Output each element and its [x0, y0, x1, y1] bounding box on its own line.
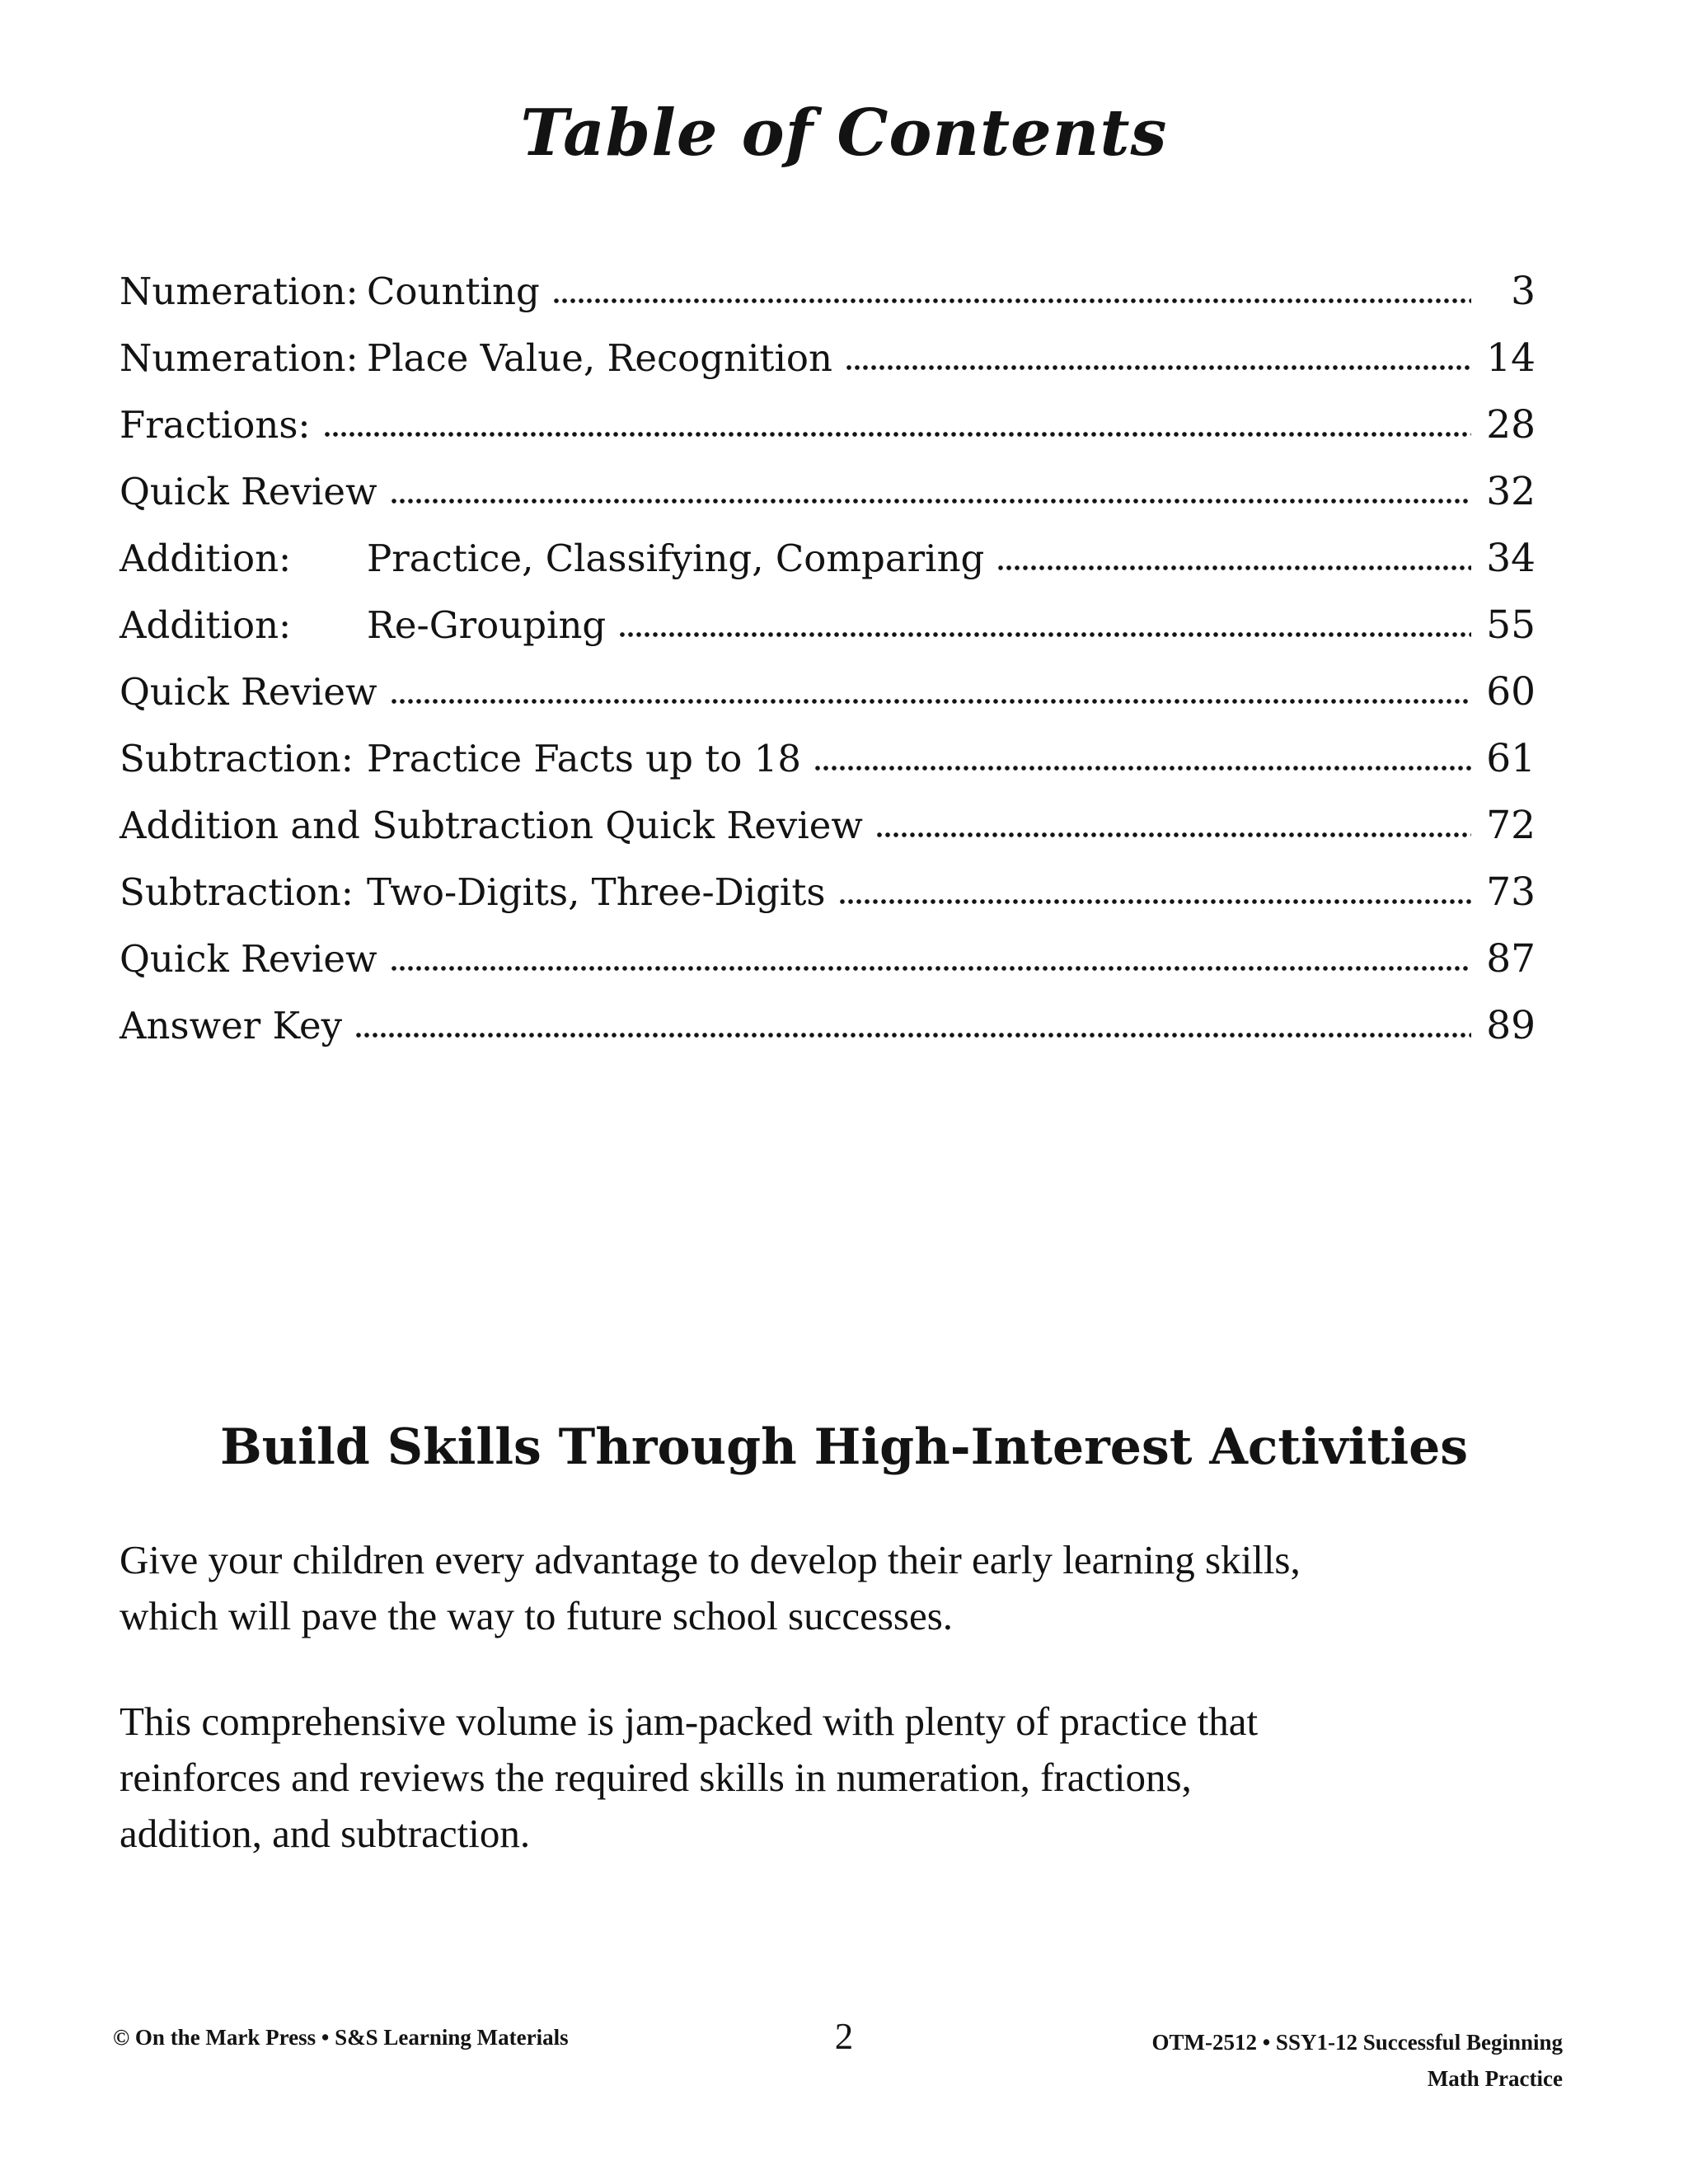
toc-page-number: 73: [1486, 869, 1536, 915]
toc-category: Addition:: [120, 603, 292, 647]
toc-row: [120, 537, 1536, 604]
toc-row: [120, 471, 1536, 537]
dot-leader: [619, 631, 1471, 638]
paragraph-line: Give your children every advantage to develop their early learning skills,: [120, 1537, 1301, 1582]
dot-leader: [391, 698, 1471, 705]
intro-paragraph-1: [120, 1532, 1301, 1644]
toc-category: Subtraction:: [120, 737, 354, 780]
footer-product-line2: Math Practice: [1427, 2066, 1563, 2091]
dot-leader: [814, 765, 1471, 771]
toc-row: [120, 804, 1536, 871]
toc-entry-title: Fractions:: [120, 403, 311, 447]
toc-category: Numeration:: [120, 336, 359, 380]
footer-product-info: [1151, 2024, 1563, 2097]
dot-leader: [324, 431, 1471, 438]
dot-leader: [391, 498, 1471, 504]
footer-page-number: 2: [834, 2016, 854, 2057]
toc-page-number: 3: [1511, 269, 1536, 314]
dot-leader: [997, 565, 1471, 571]
toc-category: Numeration:: [120, 269, 359, 313]
toc-row: [120, 604, 1536, 671]
toc-entry-title: Quick Review: [120, 670, 377, 714]
toc-page-number: 60: [1486, 669, 1536, 715]
toc-entry-title: Two-Digits, Three-Digits: [367, 870, 826, 914]
paragraph-line: reinforces and reviews the required skills in numeration, fractions,: [120, 1755, 1192, 1800]
toc-page-number: 87: [1486, 936, 1536, 982]
intro-paragraph-2: [120, 1694, 1258, 1862]
dot-leader: [391, 965, 1471, 972]
toc-entry-title: Answer Key: [120, 1004, 342, 1047]
toc-page-number: 14: [1486, 335, 1536, 381]
toc-row: [120, 404, 1536, 471]
toc-page-number: 32: [1486, 469, 1536, 514]
toc-entry-title: Addition and Subtraction Quick Review: [120, 804, 863, 847]
dot-leader: [839, 898, 1471, 905]
toc-entry-title: Practice Facts up to 18: [367, 737, 801, 780]
toc-row: [120, 871, 1536, 938]
toc-entry-title: Quick Review: [120, 937, 377, 981]
toc-entry-title: Quick Review: [120, 470, 377, 513]
toc-page-number: 55: [1486, 602, 1536, 648]
toc-entry-title: Practice, Classifying, Comparing: [367, 537, 985, 580]
toc-page-number: 28: [1486, 402, 1536, 448]
toc-row: [120, 938, 1536, 1005]
toc-page-number: 72: [1486, 803, 1536, 848]
toc-page-number: 61: [1486, 736, 1536, 781]
paragraph-line: This comprehensive volume is jam-packed with plenty of practice that: [120, 1699, 1259, 1744]
toc-page-number: 89: [1486, 1003, 1536, 1048]
toc-row: [120, 1005, 1536, 1071]
dot-leader: [846, 364, 1471, 371]
table-of-contents: [120, 270, 1536, 1071]
toc-category: Subtraction:: [120, 870, 354, 914]
toc-row: [120, 671, 1536, 738]
paragraph-line: addition, and subtraction.: [120, 1811, 531, 1856]
toc-row: [120, 337, 1536, 404]
toc-entry-title: Counting: [367, 269, 540, 313]
toc-category: Addition:: [120, 537, 292, 580]
page-title: Table of Contents: [520, 96, 1168, 171]
toc-row: [120, 270, 1536, 337]
footer-copyright: © On the Mark Press • S&S Learning Materials: [113, 2025, 569, 2050]
toc-row: [120, 738, 1536, 804]
toc-page-number: 34: [1486, 536, 1536, 581]
dot-leader: [876, 832, 1471, 838]
section-heading: Build Skills Through High-Interest Activities: [219, 1418, 1469, 1476]
toc-entry-title: Place Value, Recognition: [367, 336, 832, 380]
paragraph-line: which will pave the way to future school successes.: [120, 1593, 954, 1638]
footer-product-line1: OTM-2512 • SSY1-12 Successful Beginning: [1151, 2030, 1563, 2055]
dot-leader: [553, 298, 1471, 304]
dot-leader: [355, 1032, 1471, 1038]
toc-entry-title: Re-Grouping: [367, 603, 607, 647]
